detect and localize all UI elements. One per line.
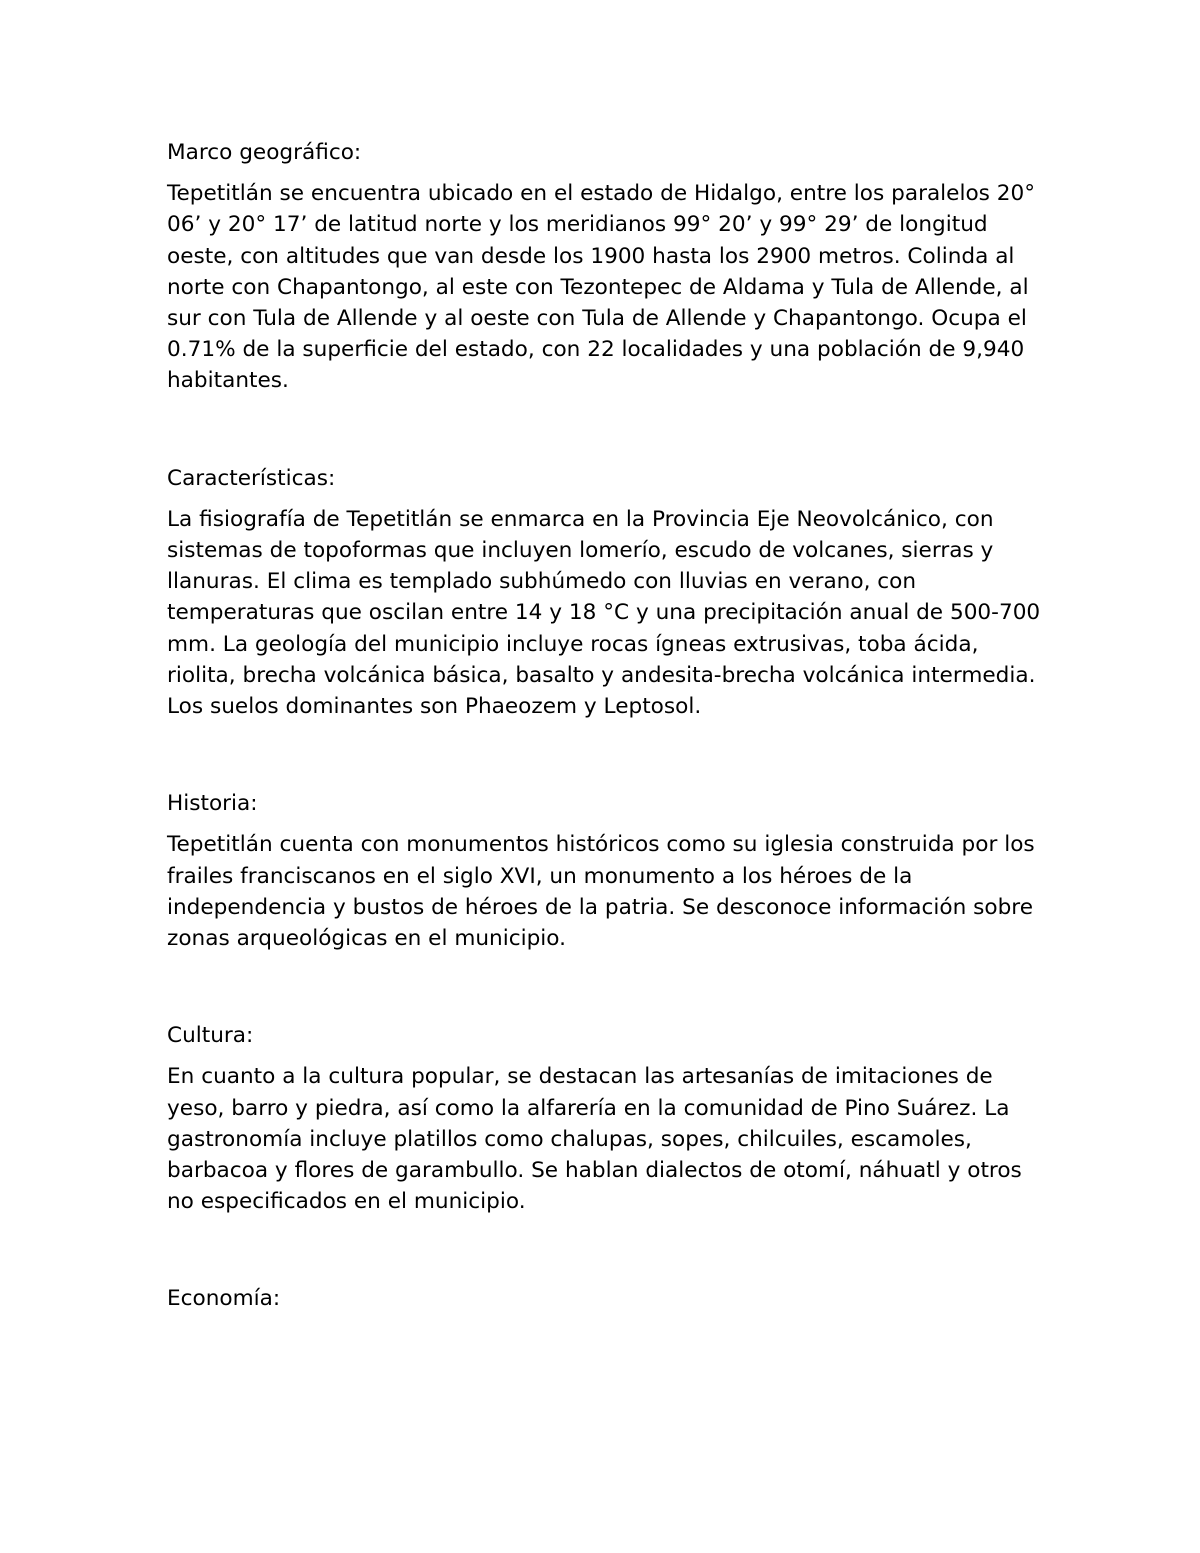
section-cultura [167, 1020, 1047, 1217]
section-paragraph: En cuanto a la cultura popular, se destacan las artesanías de imitaciones de yeso, barro y piedra, así como la alfarería en la comunidad de Pino Suárez. La gastronomía incluye platillos como chalupas, sopes, chilcuiles, escamoles, barbacoa y flores de garambullo. Se hablan dialectos de otomí, náhuatl y otros no especificados en el municipio. [167, 1064, 1022, 1215]
section-heading: Cultura: [167, 1023, 254, 1049]
section-paragraph: La fisiografía de Tepetitlán se enmarca en la Provincia Eje Neovolcánico, con sistemas de topoformas que incluyen lomerío, escudo de volcanes, sierras y llanuras. El clima es templado subhúmedo con lluvias en verano, con temperaturas que oscilan entre 14 y 18 °C y una precipitación anual de 500-700 mm. La geología del municipio incluye rocas ígneas extrusivas, toba ácida, riolita, brecha volcánica básica, basalto y andesita-brecha volcánica intermedia. Los suelos dominantes son Phaeozem y Leptosol. [167, 506, 1041, 720]
paragraph-gap [167, 397, 1047, 463]
section-economia [167, 1283, 1047, 1314]
paragraph-gap [167, 954, 1047, 1020]
section-paragraph: Tepetitlán cuenta con monumentos históricos como su iglesia construida por los frailes franciscanos en el siglo XVI, un monumento a los héroes de la independencia y bustos de héroes de la patria. Se desconoce información sobre zonas arqueológicas en el municipio. [167, 832, 1035, 952]
section-caracteristicas [167, 463, 1047, 723]
section-paragraph: Tepetitlán se encuentra ubicado en el estado de Hidalgo, entre los paralelos 20° 06’ y 20° 17’ de latitud norte y los meridianos 99° 20’ y 99° 29’ de longitud oeste, con altitudes que van desde los 1900 hasta los 2900 metros. Colinda al norte con Chapantongo, al este con Tezontepec de Aldama y Tula de Allende, al sur con Tula de Allende y al oeste con Tula de Allende y Chapantongo. Ocupa el 0.71% de la superficie del estado, con 22 localidades y una población de 9,940 habitantes. [167, 181, 1036, 394]
section-historia [167, 788, 1047, 954]
paragraph-gap [167, 1217, 1047, 1283]
paragraph-gap [167, 722, 1047, 788]
section-heading: Historia: [167, 791, 258, 817]
section-marco-geografico [167, 137, 1047, 397]
section-heading: Características: [167, 465, 336, 491]
section-heading: Economía: [167, 1286, 281, 1312]
document-page [167, 137, 1047, 1325]
section-heading: Marco geográfico: [167, 140, 362, 165]
